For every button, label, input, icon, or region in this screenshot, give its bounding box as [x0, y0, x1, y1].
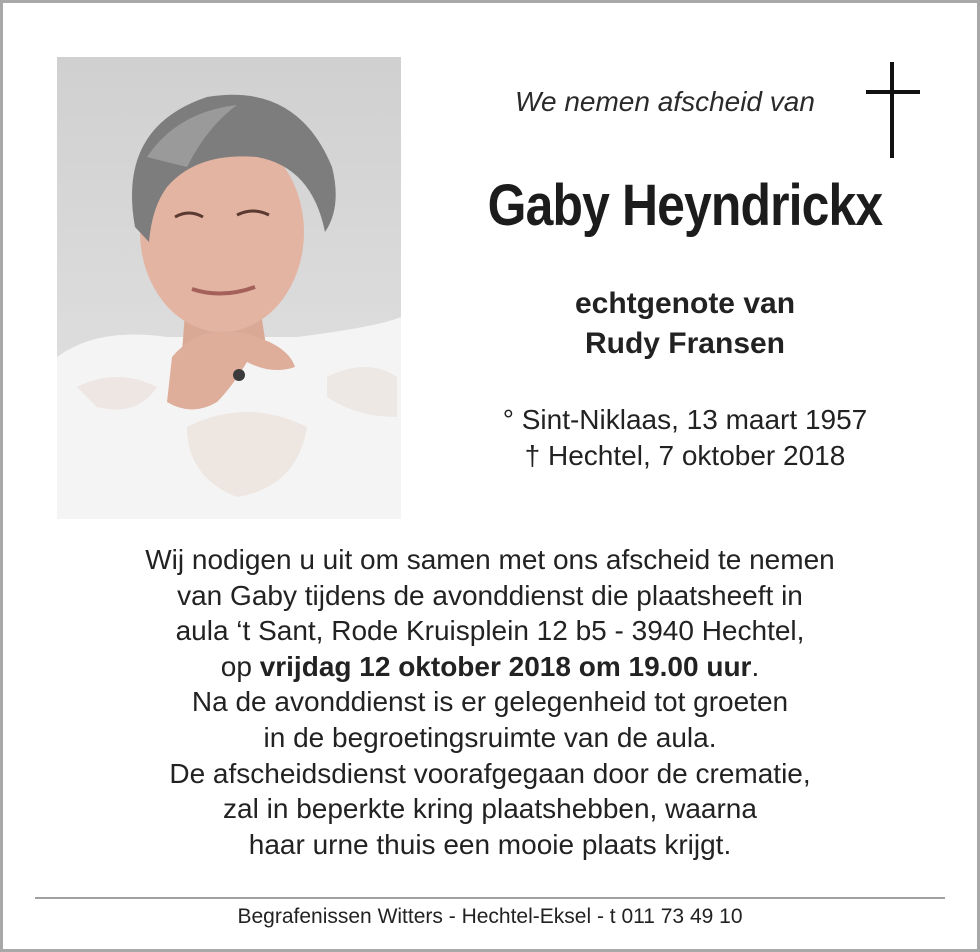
invitation-line: aula ‘t Sant, Rode Kruisplein 12 b5 - 3940 Hechtel,	[175, 615, 805, 647]
invitation-line: van Gaby tijdens de avonddienst die plaatsheeft in	[177, 579, 803, 611]
birth-date: ° Sint-Niklaas, 13 maart 1957	[502, 404, 868, 435]
footer-divider	[35, 897, 945, 899]
death-date: Hechtel, 7 oktober 2018	[540, 440, 846, 471]
invitation-line	[40, 649, 940, 685]
invitation-line: zal in beperkte kring plaatshebben, waarna	[223, 793, 757, 825]
invitation-text	[40, 542, 940, 862]
invitation-line: in de begroetingsruimte van de aula.	[263, 721, 717, 753]
service-datetime: vrijdag 12 oktober 2018 om 19.00 uur	[259, 650, 752, 682]
intro-text: We nemen afscheid van	[515, 86, 815, 117]
spouse-relation: echtgenote van	[574, 287, 796, 320]
deceased-name: Gaby Heyndrickx	[487, 173, 883, 238]
invitation-line: Wij nodigen u uit om samen met ons afscheid te nemen	[145, 544, 835, 575]
spouse-block	[440, 284, 930, 364]
funeral-home-footer: Begrafenissen Witters - Hechtel-Eksel - t 011 73 49 10	[237, 905, 743, 928]
invitation-line: Na de avonddienst is er gelegenheid tot groeten	[191, 686, 789, 718]
invitation-line: De afscheidsdienst voorafgegaan door de crematie,	[169, 757, 811, 789]
death-date-line	[440, 438, 930, 474]
portrait-photo	[57, 57, 401, 519]
death-cross-icon: †	[524, 440, 541, 471]
cross-icon	[862, 60, 924, 165]
invitation-prefix: op	[220, 650, 260, 682]
spouse-name: Rudy Fransen	[584, 327, 786, 360]
dates-block	[440, 402, 930, 474]
invitation-line: haar urne thuis een mooie plaats krijgt.	[248, 828, 732, 860]
invitation-suffix: .	[751, 650, 760, 682]
